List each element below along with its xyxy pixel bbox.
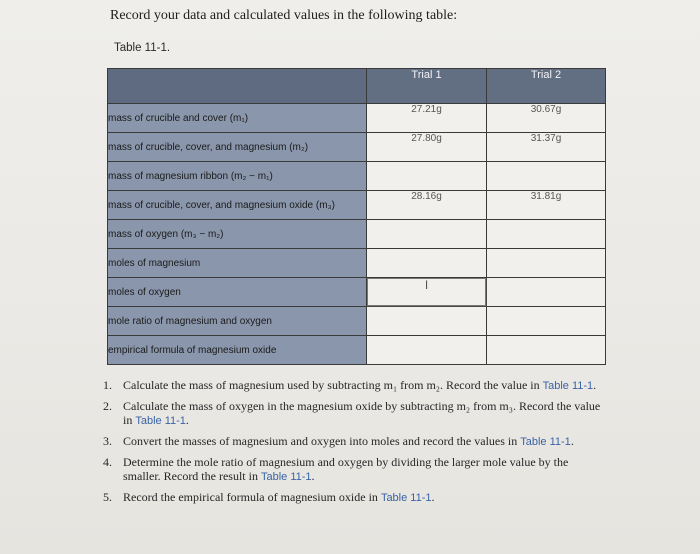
data-table: [107, 68, 606, 365]
table-row: [108, 307, 606, 336]
step-number: 3.: [103, 434, 112, 448]
trial1-cell[interactable]: [367, 336, 487, 365]
step-number: 1.: [103, 378, 112, 392]
row-label: mass of crucible and cover (m₁): [108, 104, 367, 133]
row-label: empirical formula of magnesium oxide: [108, 336, 367, 365]
step-end: .: [570, 434, 574, 448]
step-text: [123, 434, 603, 449]
table-reference-link[interactable]: Table 11-1: [135, 415, 186, 427]
header-blank: [108, 69, 367, 104]
table-row: [108, 336, 606, 365]
table-row: [108, 191, 606, 220]
row-label: mass of crucible, cover, and magnesium oxide (m₃): [108, 191, 367, 220]
trial1-cell-active[interactable]: [367, 278, 487, 307]
row-label: moles of oxygen: [108, 278, 367, 307]
step-text: [123, 490, 603, 505]
step-end: .: [185, 413, 189, 427]
intro-text: Record your data and calculated values in the following table:: [110, 8, 458, 23]
step-end: .: [311, 469, 315, 483]
table-reference-link[interactable]: Table 11-1: [260, 471, 312, 483]
trial2-cell[interactable]: [487, 249, 606, 278]
step-body: Convert the masses of magnesium and oxygen into moles and record the values in: [123, 434, 518, 448]
trial2-cell[interactable]: 31.37g: [487, 133, 606, 162]
step-body: Calculate the mass of magnesium used by subtracting m₁ from m₂. Record the value in: [123, 378, 540, 392]
table-row: [108, 249, 606, 278]
trial2-cell[interactable]: [487, 162, 606, 191]
table-row: [108, 278, 606, 307]
step-end: .: [593, 378, 597, 392]
step-body: Calculate the mass of oxygen in the magnesium oxide by subtracting m₂ from m₃. Record the value in: [123, 399, 601, 427]
instruction-item: [103, 434, 603, 449]
instruction-item: [103, 378, 603, 393]
step-number: 2.: [103, 399, 112, 413]
trial2-cell[interactable]: [487, 307, 606, 336]
table-row: [108, 133, 606, 162]
table-header-row: [108, 69, 606, 104]
trial1-cell[interactable]: 28.16g: [367, 191, 487, 220]
step-end: .: [431, 490, 435, 504]
step-number: 5.: [103, 490, 112, 504]
step-text: [123, 378, 603, 393]
trial2-cell[interactable]: [487, 220, 606, 249]
instruction-list: [103, 378, 603, 511]
table-row: [108, 220, 606, 249]
row-label: mole ratio of magnesium and oxygen: [108, 307, 367, 336]
step-text: [123, 455, 603, 484]
instruction-item: [103, 490, 603, 505]
table-reference-link[interactable]: Table 11-1: [542, 380, 594, 392]
header-trial-2: Trial 2: [487, 69, 606, 104]
table-row: [108, 104, 606, 133]
row-label: mass of magnesium ribbon (m₂ − m₁): [108, 162, 367, 191]
trial2-cell[interactable]: 31.81g: [487, 191, 606, 220]
row-label: mass of crucible, cover, and magnesium (m₂): [108, 133, 367, 162]
step-text: [123, 399, 603, 428]
trial2-cell[interactable]: [487, 336, 606, 365]
trial1-cell[interactable]: [367, 249, 487, 278]
step-body: Determine the mole ratio of magnesium and oxygen by dividing the larger mole value by the smaller. Record the result in: [123, 455, 569, 483]
step-number: 4.: [103, 455, 112, 469]
table-caption: Table 11-1.: [114, 42, 171, 54]
trial1-cell[interactable]: 27.21g: [367, 104, 487, 133]
trial1-cell[interactable]: [367, 220, 487, 249]
table-row: [108, 162, 606, 191]
row-label: mass of oxygen (m₃ − m₂): [108, 220, 367, 249]
trial1-cell[interactable]: 27.80g: [367, 133, 487, 162]
step-body: Record the empirical formula of magnesium oxide in: [123, 490, 378, 504]
instruction-item: [103, 455, 603, 484]
row-label: moles of magnesium: [108, 249, 367, 278]
trial1-cell[interactable]: [367, 162, 487, 191]
table-reference-link[interactable]: Table 11-1: [380, 492, 432, 504]
header-trial-1: Trial 1: [367, 69, 487, 104]
trial2-cell[interactable]: 30.67g: [487, 104, 606, 133]
instruction-item: [103, 399, 603, 428]
table-reference-link[interactable]: Table 11-1: [520, 436, 571, 448]
trial2-cell[interactable]: [487, 278, 606, 307]
trial1-cell[interactable]: [367, 307, 487, 336]
text-cursor-icon: I: [424, 278, 429, 292]
